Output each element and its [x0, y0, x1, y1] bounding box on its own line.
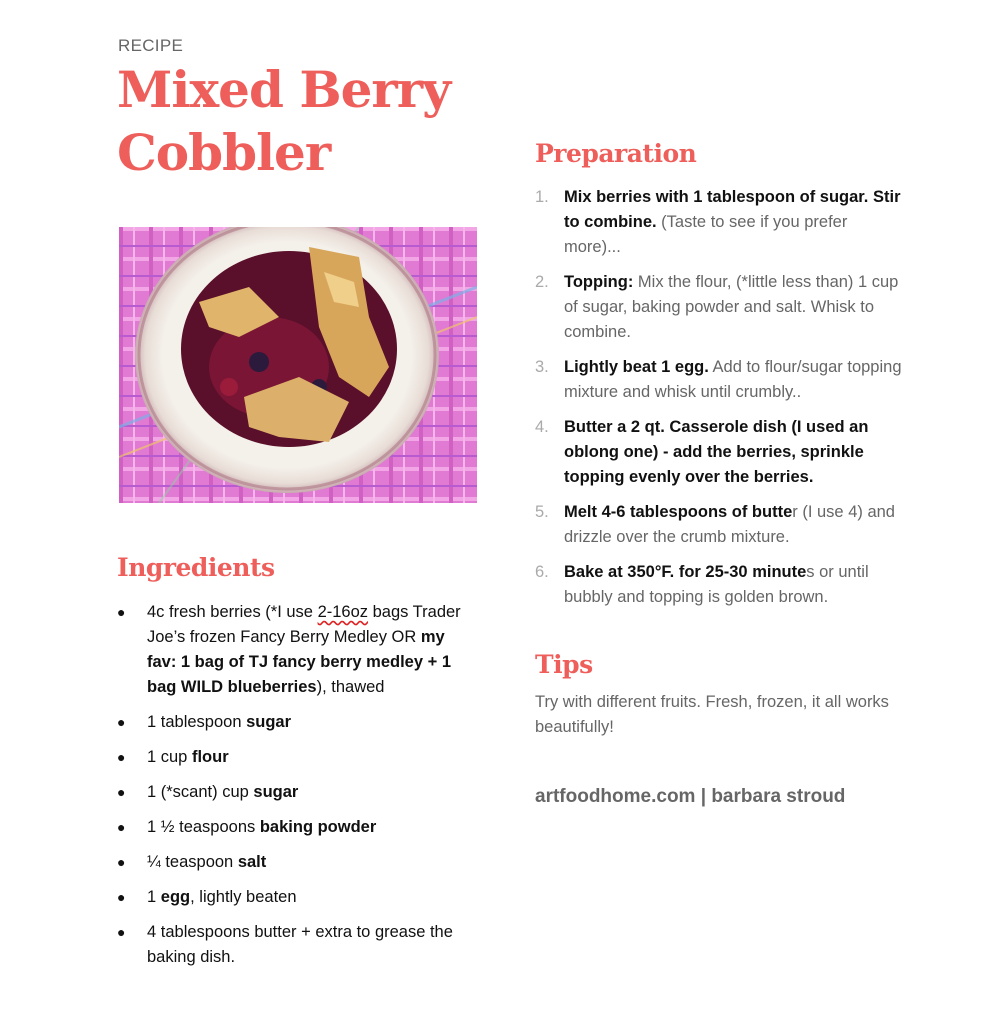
preparation-step: [535, 270, 905, 345]
bullet-icon: ●: [117, 784, 126, 800]
text-run: ), thawed: [316, 678, 385, 696]
ingredient-item: [117, 850, 477, 875]
text-run: Mix the flour, (*little less than) 1 cup of sugar, baking powder and salt. Whisk to combine.: [564, 273, 899, 341]
recipe-title: Mixed Berry Cobbler: [117, 60, 451, 182]
ingredient-item: [117, 710, 477, 735]
preparation-step: [535, 415, 905, 490]
text-run: 1 tablespoon: [147, 713, 247, 731]
step-number: 5.: [535, 503, 549, 521]
step-number: 3.: [535, 358, 549, 376]
text-run: 1: [147, 888, 161, 906]
text-run: bags Trader Joe’s frozen Fancy Berry Medley OR: [147, 603, 461, 646]
tips-heading: Tips: [535, 650, 593, 679]
text-run: egg: [160, 888, 191, 906]
text-run: my fav: 1 bag of TJ fancy berry medley + 1 bag WILD blueberries: [147, 628, 451, 696]
step-number: 2.: [535, 273, 549, 291]
text-run: Melt 4-6 tablespoons of butte: [564, 503, 793, 521]
ingredient-item: [117, 600, 477, 700]
bullet-icon: ●: [117, 889, 126, 905]
text-run: salt: [237, 853, 267, 871]
text-run: Lightly beat 1 egg.: [564, 358, 709, 376]
text-run: sugar: [253, 783, 299, 801]
tips-text: Try with different fruits. Fresh, frozen, it all works beautifully!: [535, 693, 889, 736]
bullet-icon: ●: [117, 604, 126, 620]
text-run: r (I use 4) and drizzle over the crumb mixture.: [564, 503, 895, 546]
text-run: ¼ teaspoon: [147, 853, 238, 871]
text-run: Mix berries with 1 tablespoon of sugar. Stir to combine.: [564, 188, 901, 231]
step-number: 4.: [535, 418, 549, 436]
ingredient-item: [117, 780, 477, 805]
preparation-step: [535, 185, 905, 260]
text-run: Topping:: [564, 273, 634, 291]
site-credit: artfoodhome.com | barbara stroud: [535, 786, 846, 807]
bullet-icon: ●: [117, 924, 126, 940]
ingredients-heading: Ingredients: [117, 553, 275, 582]
recipe-kicker: RECIPE: [118, 36, 184, 55]
text-run: 2-16oz: [317, 603, 369, 621]
text-run: 4c fresh berries (*I use: [147, 603, 318, 621]
text-run: 1 (*scant) cup: [147, 783, 254, 801]
text-run: sugar: [246, 713, 292, 731]
text-run: Bake at 350°F. for 25-30 minute: [564, 563, 807, 581]
text-run: s or until bubbly and topping is golden brown.: [564, 563, 869, 606]
text-run: Add to flour/sugar topping mixture and whisk until crumbly..: [564, 358, 902, 401]
ingredient-item: [117, 815, 477, 840]
preparation-step: [535, 500, 905, 550]
ingredient-item: [117, 745, 477, 770]
ingredients-list: [117, 600, 477, 980]
preparation-list: [535, 185, 905, 620]
bullet-icon: ●: [117, 714, 126, 730]
text-run: flour: [191, 748, 229, 766]
ingredient-item: [117, 885, 477, 910]
text-run: Butter a 2 qt. Casserole dish (I used an oblong one) - add the berries, sprinkle topping evenly over the berries.: [564, 418, 869, 486]
bullet-icon: ●: [117, 749, 126, 765]
preparation-step: [535, 355, 905, 405]
ingredient-item: [117, 920, 477, 970]
step-number: 1.: [535, 188, 549, 206]
bullet-icon: ●: [117, 854, 126, 870]
text-run: , lightly beaten: [190, 888, 297, 906]
cobbler-photo: [119, 227, 477, 503]
text-run: 4 tablespoons butter + extra to grease the baking dish.: [147, 923, 453, 966]
text-run: baking powder: [259, 818, 377, 836]
preparation-heading: Preparation: [535, 139, 697, 168]
bullet-icon: ●: [117, 819, 126, 835]
step-number: 6.: [535, 563, 549, 581]
preparation-step: [535, 560, 905, 610]
text-run: 1 cup: [147, 748, 192, 766]
text-run: 1 ½ teaspoons: [147, 818, 260, 836]
text-run: (Taste to see if you prefer more)...: [564, 213, 848, 256]
